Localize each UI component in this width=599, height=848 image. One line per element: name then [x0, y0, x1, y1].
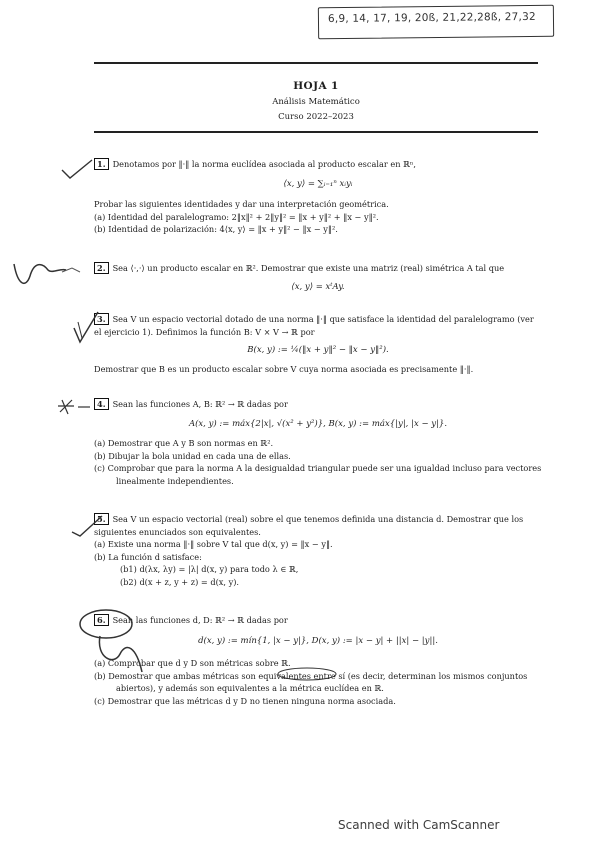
- wave-mark-icon: [8, 258, 88, 292]
- exercise-subitem: (b2) d(x + z, y + z) = d(x, y).: [120, 576, 240, 587]
- exercise-formula: B(x, y) := ¼(‖x + y‖² − ‖x − y‖²).: [247, 345, 389, 356]
- exercise-3: [94, 313, 542, 375]
- exercise-subitem: (b1) d(λx, λy) = |λ| d(x, y) para todo λ ∈ ℝ,: [120, 564, 299, 575]
- exercise-number: 4.: [94, 398, 109, 410]
- exercise-item: (c) Demostrar que las métricas d y D no tienen ninguna norma asociada.: [94, 695, 396, 706]
- exercise-formula: ⟨x, y⟩ = ∑ᵢ₌₁ⁿ xᵢyᵢ: [283, 178, 353, 189]
- exercise-number: 3.: [94, 313, 109, 325]
- exercise-6: [94, 614, 542, 708]
- check-mark-icon: [70, 512, 104, 538]
- exercise-formula: d(x, y) := mín{1, |x − y|}, D(x, y) := |x − y| + ||x| − |y||.: [198, 635, 438, 646]
- exercise-number: 2.: [94, 262, 109, 274]
- exercise-item: (b) Identidad de polarización: 4⟨x, y⟩ = ‖x + y‖² − ‖x − y‖².: [94, 224, 338, 235]
- check-mark-icon: [58, 158, 98, 180]
- sheet-subject: Análisis Matemático: [272, 97, 360, 107]
- exercise-5: [94, 513, 542, 589]
- exercise-item: (a) Existe una norma ‖·‖ sobre V tal que d(x, y) = ‖x − y‖.: [94, 539, 333, 550]
- scanner-footer: Scanned with CamScanner: [338, 818, 500, 832]
- exercise-item: (a) Identidad del paralelogramo: 2‖x‖² + 2‖y‖² = ‖x + y‖² + ‖x − y‖².: [94, 211, 379, 222]
- exercise-intro: Denotamos por ‖·‖ la norma euclídea asociada al producto escalar en ℝⁿ,: [112, 159, 417, 169]
- exercise-intro: Sean las funciones d, D: ℝ² → ℝ dadas por: [112, 615, 288, 625]
- exercise-text: Demostrar que B es un producto escalar sobre V cuya norma asociada es precisamente ‖·‖.: [94, 363, 474, 374]
- exercise-number: 1.: [94, 158, 109, 170]
- sheet-title: HOJA 1: [293, 80, 339, 92]
- star-mark-icon: [54, 396, 94, 418]
- exercise-intro: Sea V un espacio vectorial dotado de una norma ‖·‖ que satisface la identidad del paralelogramo (ver el ejercicio 1). Definimos la función B: V × V → ℝ por: [94, 314, 534, 337]
- circle-mark-icon: [76, 606, 156, 676]
- exercise-item: (b) Dibujar la bola unidad en cada una de ellas.: [94, 450, 291, 461]
- exercise-number: 6.: [94, 614, 109, 626]
- exercise-intro: Sea ⟨·,·⟩ un producto escalar en ℝ². Demostrar que existe una matriz (real) simétrica A tal que: [112, 263, 505, 273]
- exercise-4: [94, 398, 542, 488]
- exercise-formula: ⟨x, y⟩ = xᵗAy.: [291, 281, 345, 292]
- exercise-intro: Sea V un espacio vectorial (real) sobre el que tenemos definida una distancia d. Demostrar que los siguientes enunciados son equivalentes.: [94, 514, 524, 537]
- exercise-number: 5.: [94, 513, 109, 525]
- exercise-item: (a) Demostrar que A y B son normas en ℝ².: [94, 438, 274, 449]
- bottom-rule: [94, 131, 538, 133]
- exercise-item: (b) La función d satisface:: [94, 551, 202, 562]
- circle-mark-icon: [276, 667, 338, 681]
- check-mark-icon: [72, 310, 102, 344]
- exercise-2: [94, 262, 542, 299]
- exercise-formula: A(x, y) := máx{2|x|, √(x² + y²)}, B(x, y) := máx{|y|, |x − y|}.: [188, 418, 448, 429]
- top-rule: [94, 62, 538, 64]
- exercise-item: (c) Comprobar que para la norma A la desigualdad triangular puede ser una igualdad incluso para vectores linealmente independientes.: [94, 463, 542, 486]
- exercise-item: (b) Demostrar que ambas métricas son equivalentes entre sí (es decir, determinan los mismos conjuntos abiertos), y además son equivalentes a la métrica euclídea en ℝ.: [94, 670, 528, 694]
- sheet-course: Curso 2022–2023: [278, 112, 354, 122]
- handwritten-note: 6,9, 14, 17, 19, 20ß, 21,22,28ß, 27,32: [327, 10, 536, 25]
- exercise-intro: Sean las funciones A, B: ℝ² → ℝ dadas por: [112, 399, 288, 409]
- exercise-1: [94, 158, 542, 236]
- exercise-item: (a) Comprobar que d y D son métricas sobre ℝ.: [94, 658, 291, 669]
- exercise-text: Probar las siguientes identidades y dar una interpretación geométrica.: [94, 199, 389, 210]
